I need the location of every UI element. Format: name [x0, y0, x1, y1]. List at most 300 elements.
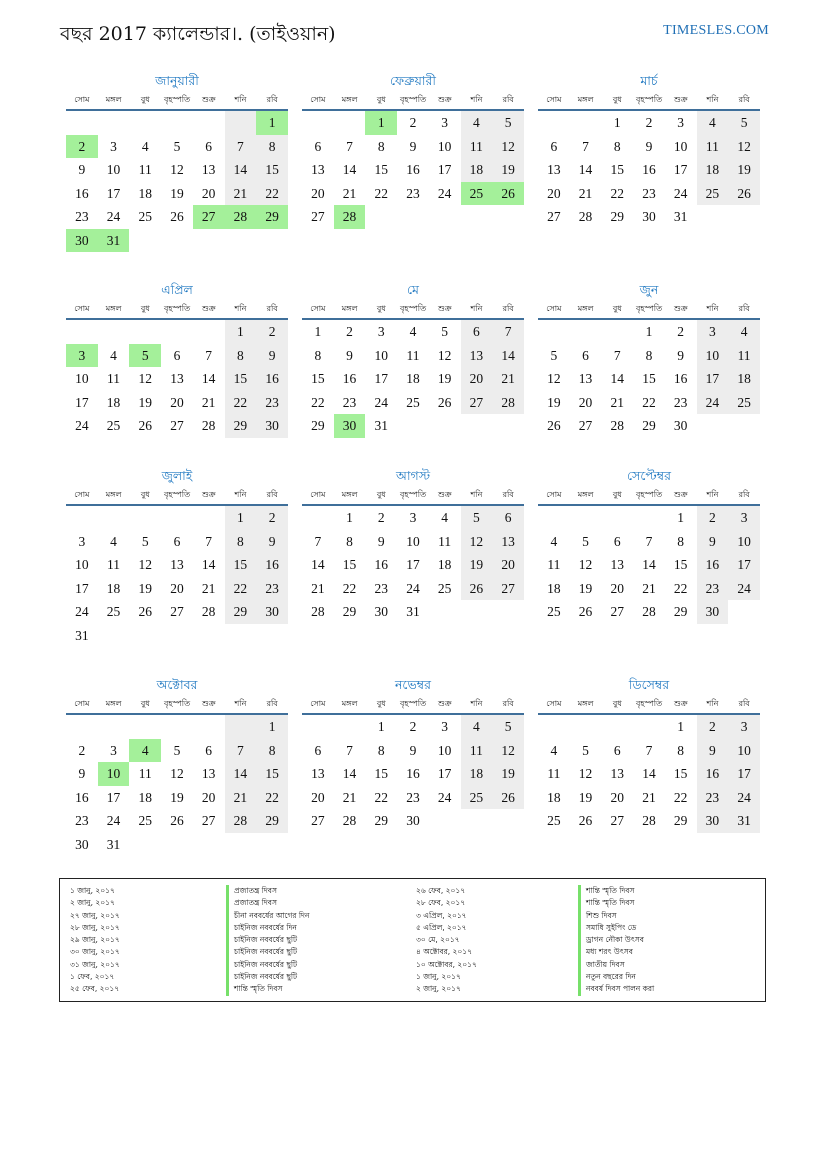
day-cell[interactable]: 22	[374, 789, 388, 805]
day-cell[interactable]: 2	[256, 506, 288, 530]
day-cell[interactable]: 5	[550, 347, 558, 363]
day-cell[interactable]: 8	[677, 742, 685, 758]
day-cell[interactable]: 9	[346, 347, 353, 363]
day-cell[interactable]: 17	[75, 394, 89, 410]
day-cell[interactable]: 12	[578, 557, 593, 572]
day-cell[interactable]: 12	[138, 557, 152, 572]
day-cell[interactable]: 12	[138, 371, 152, 386]
day-cell[interactable]: 27	[461, 391, 493, 415]
day-cell[interactable]: 8	[613, 138, 621, 154]
day-cell[interactable]: 3	[728, 506, 760, 530]
day-cell[interactable]: 5	[173, 138, 181, 154]
day-cell[interactable]: 19	[492, 158, 524, 182]
day-cell[interactable]: 6	[173, 347, 181, 363]
day-cell[interactable]: 28	[610, 418, 624, 433]
day-cell[interactable]: 12	[461, 530, 493, 554]
day-cell[interactable]: 14	[225, 158, 257, 182]
day-cell[interactable]: 25	[138, 209, 152, 224]
day-cell[interactable]: 23	[697, 786, 729, 810]
day-cell[interactable]: 14	[201, 371, 216, 386]
day-cell[interactable]: 17	[406, 557, 420, 572]
day-cell[interactable]: 9	[409, 138, 417, 154]
day-cell[interactable]: 6	[205, 742, 213, 758]
day-cell[interactable]: 19	[138, 394, 152, 410]
day-cell[interactable]: 24	[406, 580, 420, 596]
day-cell[interactable]: 26	[170, 813, 184, 828]
day-cell[interactable]: 20	[547, 185, 561, 201]
day-cell[interactable]: 8	[377, 138, 385, 154]
day-cell[interactable]: 3	[441, 115, 449, 130]
day-cell[interactable]: 7	[346, 742, 353, 758]
day-cell[interactable]: 4	[110, 347, 117, 363]
day-cell[interactable]: 8	[256, 135, 288, 159]
day-cell[interactable]: 11	[461, 739, 493, 763]
day-cell[interactable]: 29	[225, 600, 257, 624]
day-cell[interactable]: 23	[75, 813, 89, 828]
day-cell[interactable]: 16	[256, 553, 288, 577]
day-cell[interactable]: 22	[225, 577, 257, 601]
day-cell[interactable]: 3	[78, 533, 86, 549]
day-cell[interactable]: 15	[642, 371, 656, 386]
day-cell[interactable]: 16	[697, 762, 729, 786]
day-cell[interactable]: 3	[728, 715, 760, 739]
day-cell[interactable]: 31	[728, 809, 760, 833]
day-cell[interactable]: 27	[610, 813, 624, 828]
day-cell[interactable]: 4	[141, 138, 149, 154]
day-cell[interactable]: 20	[311, 789, 325, 805]
day-cell[interactable]: 23	[256, 391, 288, 415]
day-cell[interactable]: 10	[673, 138, 688, 154]
day-cell[interactable]: 21	[225, 182, 257, 206]
day-cell[interactable]: 24	[437, 789, 452, 805]
day-cell[interactable]: 26	[138, 418, 152, 433]
day-cell[interactable]: 23	[374, 580, 388, 596]
day-cell[interactable]: 19	[170, 185, 184, 201]
day-cell[interactable]: 28	[225, 809, 257, 833]
day-cell[interactable]: 2	[66, 135, 98, 159]
day-cell[interactable]: 7	[613, 347, 621, 363]
day-cell[interactable]: 26	[578, 813, 593, 828]
day-cell[interactable]: 16	[256, 367, 288, 391]
day-cell[interactable]: 21	[610, 394, 624, 410]
site-link[interactable]: TIMESLES.COM	[663, 23, 769, 38]
day-cell[interactable]: 13	[311, 162, 325, 177]
day-cell[interactable]: 12	[437, 347, 452, 363]
day-cell[interactable]: 13	[461, 344, 493, 368]
day-cell[interactable]: 3	[66, 344, 98, 368]
day-cell[interactable]: 27	[193, 205, 225, 229]
day-cell[interactable]: 28	[342, 813, 357, 828]
day-cell[interactable]: 1	[613, 115, 621, 130]
day-cell[interactable]: 8	[225, 344, 257, 368]
day-cell[interactable]: 18	[728, 367, 760, 391]
day-cell[interactable]: 20	[578, 394, 593, 410]
day-cell[interactable]: 21	[201, 580, 216, 596]
day-cell[interactable]: 29	[673, 604, 688, 619]
day-cell[interactable]: 9	[256, 530, 288, 554]
day-cell[interactable]: 19	[437, 371, 452, 386]
day-cell[interactable]: 18	[406, 371, 420, 386]
day-cell[interactable]: 1	[346, 510, 353, 525]
day-cell[interactable]: 3	[110, 138, 117, 154]
day-cell[interactable]: 1	[225, 320, 257, 344]
day-cell[interactable]: 24	[75, 418, 89, 433]
day-cell[interactable]: 8	[256, 739, 288, 763]
day-cell[interactable]: 3	[409, 510, 417, 525]
day-cell[interactable]: 30	[673, 418, 688, 433]
day-cell[interactable]: 11	[547, 557, 561, 572]
day-cell[interactable]: 29	[311, 418, 325, 433]
day-cell[interactable]: 18	[461, 158, 493, 182]
day-cell[interactable]: 23	[75, 209, 89, 224]
day-cell[interactable]: 15	[673, 557, 688, 572]
day-cell[interactable]: 7	[314, 533, 322, 549]
day-cell[interactable]: 17	[437, 766, 452, 781]
day-cell[interactable]: 22	[374, 185, 388, 201]
day-cell[interactable]: 24	[374, 394, 388, 410]
day-cell[interactable]: 29	[610, 209, 624, 224]
day-cell[interactable]: 30	[66, 229, 98, 253]
day-cell[interactable]: 4	[550, 533, 558, 549]
day-cell[interactable]: 26	[461, 577, 493, 601]
day-cell[interactable]: 21	[578, 185, 593, 201]
day-cell[interactable]: 25	[106, 418, 121, 433]
day-cell[interactable]: 1	[256, 111, 288, 135]
day-cell[interactable]: 17	[75, 580, 89, 596]
day-cell[interactable]: 30	[406, 813, 420, 828]
day-cell[interactable]: 13	[547, 162, 561, 177]
day-cell[interactable]: 21	[342, 789, 357, 805]
day-cell[interactable]: 6	[205, 138, 213, 154]
day-cell[interactable]: 27	[170, 418, 184, 433]
day-cell[interactable]: 9	[677, 347, 685, 363]
day-cell[interactable]: 10	[437, 742, 452, 758]
day-cell[interactable]: 22	[673, 580, 688, 596]
day-cell[interactable]: 13	[170, 371, 184, 386]
day-cell[interactable]: 31	[673, 209, 688, 224]
day-cell[interactable]: 4	[461, 111, 493, 135]
day-cell[interactable]: 26	[437, 394, 452, 410]
day-cell[interactable]: 29	[673, 813, 688, 828]
day-cell[interactable]: 18	[106, 580, 121, 596]
day-cell[interactable]: 9	[256, 344, 288, 368]
day-cell[interactable]: 30	[256, 414, 288, 438]
day-cell[interactable]: 15	[374, 766, 388, 781]
day-cell[interactable]: 21	[311, 580, 325, 596]
day-cell[interactable]: 2	[677, 324, 685, 339]
day-cell[interactable]: 14	[201, 557, 216, 572]
day-cell[interactable]: 18	[106, 394, 121, 410]
day-cell[interactable]: 9	[645, 138, 653, 154]
day-cell[interactable]: 22	[610, 185, 624, 201]
day-cell[interactable]: 17	[673, 162, 688, 177]
day-cell[interactable]: 4	[728, 320, 760, 344]
day-cell[interactable]: 23	[406, 789, 420, 805]
day-cell[interactable]: 1	[677, 719, 685, 734]
day-cell[interactable]: 12	[578, 766, 593, 781]
day-cell[interactable]: 28	[492, 391, 524, 415]
day-cell[interactable]: 28	[578, 209, 593, 224]
day-cell[interactable]: 2	[377, 510, 385, 525]
day-cell[interactable]: 9	[409, 742, 417, 758]
day-cell[interactable]: 11	[107, 371, 121, 386]
day-cell[interactable]: 24	[673, 185, 688, 201]
day-cell[interactable]: 20	[610, 580, 624, 596]
day-cell[interactable]: 27	[492, 577, 524, 601]
day-cell[interactable]: 21	[642, 580, 656, 596]
day-cell[interactable]: 15	[610, 162, 624, 177]
day-cell[interactable]: 20	[170, 580, 184, 596]
day-cell[interactable]: 24	[75, 604, 89, 619]
day-cell[interactable]: 19	[492, 762, 524, 786]
day-cell[interactable]: 6	[613, 742, 621, 758]
day-cell[interactable]: 10	[75, 371, 89, 386]
day-cell[interactable]: 5	[492, 111, 524, 135]
day-cell[interactable]: 7	[645, 533, 653, 549]
day-cell[interactable]: 19	[578, 789, 593, 805]
day-cell[interactable]: 23	[406, 185, 420, 201]
day-cell[interactable]: 11	[138, 162, 152, 177]
day-cell[interactable]: 29	[642, 418, 656, 433]
day-cell[interactable]: 30	[642, 209, 656, 224]
day-cell[interactable]: 7	[205, 347, 213, 363]
day-cell[interactable]: 16	[342, 371, 357, 386]
day-cell[interactable]: 28	[225, 205, 257, 229]
day-cell[interactable]: 30	[75, 836, 89, 852]
day-cell[interactable]: 4	[697, 111, 729, 135]
day-cell[interactable]: 1	[377, 719, 385, 734]
day-cell[interactable]: 11	[728, 344, 760, 368]
day-cell[interactable]: 15	[673, 766, 688, 781]
day-cell[interactable]: 30	[374, 604, 388, 619]
day-cell[interactable]: 18	[547, 580, 561, 596]
day-cell[interactable]: 5	[141, 533, 149, 549]
day-cell[interactable]: 5	[441, 324, 449, 339]
day-cell[interactable]: 25	[106, 604, 121, 619]
day-cell[interactable]: 28	[642, 813, 656, 828]
day-cell[interactable]: 26	[547, 418, 561, 433]
day-cell[interactable]: 25	[547, 604, 561, 619]
day-cell[interactable]: 2	[78, 742, 86, 758]
day-cell[interactable]: 19	[170, 789, 184, 805]
day-cell[interactable]: 24	[728, 577, 760, 601]
day-cell[interactable]: 19	[728, 158, 760, 182]
day-cell[interactable]: 19	[138, 580, 152, 596]
day-cell[interactable]: 14	[578, 162, 593, 177]
day-cell[interactable]: 16	[75, 185, 89, 201]
day-cell[interactable]: 14	[225, 762, 257, 786]
day-cell[interactable]: 10	[437, 138, 452, 154]
day-cell[interactable]: 15	[311, 371, 325, 386]
day-cell[interactable]: 28	[334, 205, 366, 229]
day-cell[interactable]: 27	[170, 604, 184, 619]
day-cell[interactable]: 6	[461, 320, 493, 344]
day-cell[interactable]: 4	[409, 324, 417, 339]
day-cell[interactable]: 21	[342, 185, 357, 201]
day-cell[interactable]: 22	[342, 580, 357, 596]
day-cell[interactable]: 20	[610, 789, 624, 805]
day-cell[interactable]: 17	[106, 789, 121, 805]
day-cell[interactable]: 6	[613, 533, 621, 549]
day-cell[interactable]: 18	[697, 158, 729, 182]
day-cell[interactable]: 15	[225, 367, 257, 391]
day-cell[interactable]: 6	[582, 347, 589, 363]
day-cell[interactable]: 27	[311, 813, 325, 828]
day-cell[interactable]: 2	[645, 115, 653, 130]
day-cell[interactable]: 6	[550, 138, 558, 154]
day-cell[interactable]: 13	[610, 557, 624, 572]
day-cell[interactable]: 25	[406, 394, 420, 410]
day-cell[interactable]: 14	[342, 766, 357, 781]
day-cell[interactable]: 27	[610, 604, 624, 619]
day-cell[interactable]: 3	[441, 719, 449, 734]
day-cell[interactable]: 24	[437, 185, 452, 201]
day-cell[interactable]: 10	[728, 530, 760, 554]
day-cell[interactable]: 2	[346, 324, 353, 339]
day-cell[interactable]: 3	[677, 115, 685, 130]
day-cell[interactable]: 2	[697, 715, 729, 739]
day-cell[interactable]: 16	[642, 162, 656, 177]
day-cell[interactable]: 26	[170, 209, 184, 224]
day-cell[interactable]: 7	[645, 742, 653, 758]
day-cell[interactable]: 22	[256, 182, 288, 206]
day-cell[interactable]: 14	[342, 162, 357, 177]
day-cell[interactable]: 22	[225, 391, 257, 415]
day-cell[interactable]: 12	[492, 135, 524, 159]
day-cell[interactable]: 20	[201, 185, 216, 201]
day-cell[interactable]: 28	[201, 604, 216, 619]
day-cell[interactable]: 26	[138, 604, 152, 619]
day-cell[interactable]: 14	[492, 344, 524, 368]
day-cell[interactable]: 1	[677, 510, 685, 525]
day-cell[interactable]: 10	[98, 762, 130, 786]
day-cell[interactable]: 12	[170, 162, 184, 177]
day-cell[interactable]: 7	[205, 533, 213, 549]
day-cell[interactable]: 23	[642, 185, 656, 201]
day-cell[interactable]: 20	[201, 789, 216, 805]
day-cell[interactable]: 31	[106, 836, 121, 852]
day-cell[interactable]: 20	[311, 185, 325, 201]
day-cell[interactable]: 14	[610, 371, 624, 386]
day-cell[interactable]: 5	[173, 742, 181, 758]
day-cell[interactable]: 13	[492, 530, 524, 554]
day-cell[interactable]: 5	[582, 533, 589, 549]
day-cell[interactable]: 8	[677, 533, 685, 549]
day-cell[interactable]: 5	[492, 715, 524, 739]
day-cell[interactable]: 14	[642, 766, 656, 781]
day-cell[interactable]: 16	[697, 553, 729, 577]
day-cell[interactable]: 24	[106, 813, 121, 828]
day-cell[interactable]: 18	[138, 789, 152, 805]
day-cell[interactable]: 19	[578, 580, 593, 596]
day-cell[interactable]: 9	[377, 533, 385, 549]
day-cell[interactable]: 19	[461, 553, 493, 577]
day-cell[interactable]: 22	[311, 394, 325, 410]
day-cell[interactable]: 12	[170, 766, 184, 781]
day-cell[interactable]: 30	[334, 414, 366, 438]
day-cell[interactable]: 6	[314, 138, 322, 154]
day-cell[interactable]: 26	[728, 182, 760, 206]
day-cell[interactable]: 21	[642, 789, 656, 805]
day-cell[interactable]: 9	[697, 739, 729, 763]
day-cell[interactable]: 6	[314, 742, 322, 758]
day-cell[interactable]: 25	[437, 580, 452, 596]
day-cell[interactable]: 8	[645, 347, 653, 363]
day-cell[interactable]: 5	[461, 506, 493, 530]
day-cell[interactable]: 29	[342, 604, 357, 619]
day-cell[interactable]: 30	[697, 809, 729, 833]
day-cell[interactable]: 2	[256, 320, 288, 344]
day-cell[interactable]: 2	[409, 115, 417, 130]
day-cell[interactable]: 21	[201, 394, 216, 410]
day-cell[interactable]: 31	[374, 418, 388, 433]
day-cell[interactable]: 10	[106, 162, 121, 177]
day-cell[interactable]: 19	[547, 394, 561, 410]
day-cell[interactable]: 17	[374, 371, 388, 386]
day-cell[interactable]: 25	[728, 391, 760, 415]
day-cell[interactable]: 13	[170, 557, 184, 572]
day-cell[interactable]: 22	[642, 394, 656, 410]
day-cell[interactable]: 21	[225, 786, 257, 810]
day-cell[interactable]: 15	[374, 162, 388, 177]
day-cell[interactable]: 7	[225, 739, 257, 763]
day-cell[interactable]: 28	[201, 418, 216, 433]
day-cell[interactable]: 9	[697, 530, 729, 554]
day-cell[interactable]: 16	[406, 766, 420, 781]
day-cell[interactable]: 4	[110, 533, 117, 549]
day-cell[interactable]: 16	[374, 557, 388, 572]
day-cell[interactable]: 12	[492, 739, 524, 763]
day-cell[interactable]: 24	[697, 391, 729, 415]
day-cell[interactable]: 22	[673, 789, 688, 805]
day-cell[interactable]: 27	[201, 813, 216, 828]
day-cell[interactable]: 3	[697, 320, 729, 344]
day-cell[interactable]: 26	[492, 786, 524, 810]
day-cell[interactable]: 1	[645, 324, 653, 339]
day-cell[interactable]: 29	[225, 414, 257, 438]
day-cell[interactable]: 11	[547, 766, 561, 781]
day-cell[interactable]: 25	[461, 786, 493, 810]
day-cell[interactable]: 11	[138, 766, 152, 781]
day-cell[interactable]: 21	[492, 367, 524, 391]
day-cell[interactable]: 3	[377, 324, 385, 339]
day-cell[interactable]: 29	[256, 809, 288, 833]
day-cell[interactable]: 11	[406, 347, 420, 363]
day-cell[interactable]: 7	[582, 138, 589, 154]
day-cell[interactable]: 10	[697, 344, 729, 368]
day-cell[interactable]: 17	[106, 185, 121, 201]
day-cell[interactable]: 2	[697, 506, 729, 530]
day-cell[interactable]: 11	[438, 533, 452, 549]
day-cell[interactable]: 5	[582, 742, 589, 758]
day-cell[interactable]: 26	[492, 182, 524, 206]
day-cell[interactable]: 24	[106, 209, 121, 224]
day-cell[interactable]: 13	[201, 162, 216, 177]
day-cell[interactable]: 13	[311, 766, 325, 781]
day-cell[interactable]: 16	[75, 789, 89, 805]
day-cell[interactable]: 10	[75, 557, 89, 572]
day-cell[interactable]: 18	[547, 789, 561, 805]
day-cell[interactable]: 1	[365, 111, 397, 135]
day-cell[interactable]: 1	[256, 715, 288, 739]
day-cell[interactable]: 15	[225, 553, 257, 577]
day-cell[interactable]: 6	[492, 506, 524, 530]
day-cell[interactable]: 15	[256, 762, 288, 786]
day-cell[interactable]: 29	[256, 205, 288, 229]
day-cell[interactable]: 14	[642, 557, 656, 572]
day-cell[interactable]: 27	[311, 209, 325, 224]
day-cell[interactable]: 16	[673, 371, 688, 386]
